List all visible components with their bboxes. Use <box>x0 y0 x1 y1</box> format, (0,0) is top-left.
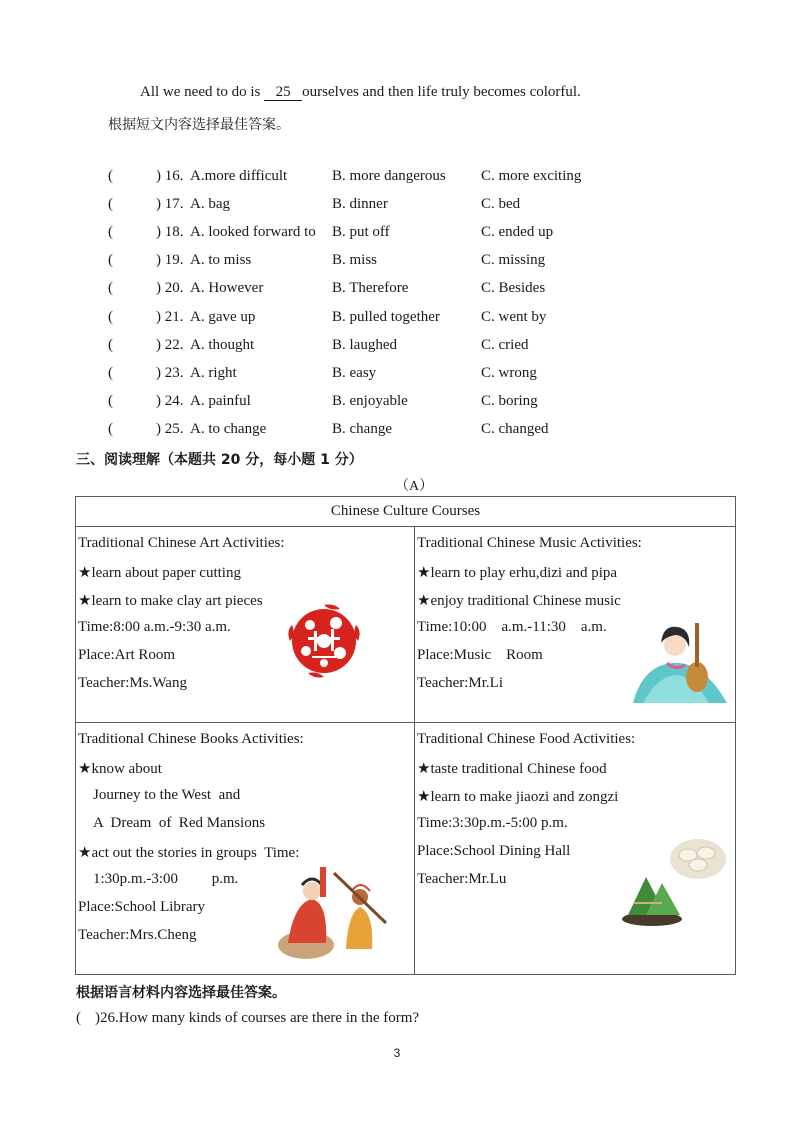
blank-25: 25 <box>264 84 302 101</box>
option-a[interactable]: A. However <box>190 280 264 297</box>
question-26 <box>76 1010 419 1027</box>
art-place: Place:Art Room <box>78 647 176 663</box>
passage-last-line <box>140 84 581 101</box>
question-number: ) 16. <box>156 168 184 184</box>
option-c[interactable]: C. boring <box>481 392 538 409</box>
music-title: Traditional Chinese Music Activities: <box>417 535 642 551</box>
books-item-1: ★know about <box>78 761 162 777</box>
question-number: ) 21. <box>156 308 184 325</box>
journey-characters-image <box>276 863 391 963</box>
question-number: ) 18. <box>156 224 184 241</box>
question-number: ) 22. <box>156 336 184 353</box>
option-b[interactable]: B. Therefore <box>332 280 409 297</box>
question-number: ) 17. <box>156 196 184 213</box>
option-a[interactable]: A. gave up <box>190 308 256 325</box>
answer-paren-open[interactable]: ( <box>108 392 113 409</box>
cloze-question <box>108 365 708 389</box>
books-place: Place:School Library <box>78 899 206 915</box>
answer-paren-open[interactable]: ( <box>108 168 113 184</box>
passage-text-before: All we need to do is <box>140 84 261 100</box>
food-item-1: ★taste traditional Chinese food <box>417 761 607 777</box>
cloze-question <box>108 196 708 220</box>
music-item-1: ★learn to play erhu,dizi and pipa <box>417 565 618 581</box>
answer-paren[interactable]: ( <box>76 1010 81 1026</box>
option-c[interactable]: C. Besides <box>481 280 546 297</box>
option-a[interactable]: A. looked forward to <box>190 224 316 241</box>
option-b[interactable]: B. laughed <box>332 336 397 353</box>
food-cell <box>415 723 736 975</box>
option-a[interactable]: A. right <box>190 364 237 381</box>
food-item-2: ★learn to make jiaozi and zongzi <box>417 789 619 805</box>
answer-paren-open[interactable]: ( <box>108 252 113 269</box>
option-c[interactable]: C. wrong <box>481 364 537 381</box>
books-teacher: Teacher:Mrs.Cheng <box>78 927 197 943</box>
answer-paren-open[interactable]: ( <box>108 224 113 241</box>
art-item-1: ★learn about paper cutting <box>78 565 241 581</box>
art-title: Traditional Chinese Art Activities: <box>78 535 285 551</box>
cloze-instruction: 根据短文内容选择最佳答案。 <box>108 117 290 133</box>
table-title: Chinese Culture Courses <box>76 497 736 527</box>
answer-paren-open[interactable]: ( <box>108 420 113 437</box>
music-cell <box>415 527 736 723</box>
option-b[interactable]: B. easy <box>332 364 377 381</box>
option-c[interactable]: C. ended up <box>481 224 554 241</box>
option-c[interactable]: C. missing <box>481 252 546 269</box>
option-c[interactable]: C. cried <box>481 336 529 353</box>
reading-instruction: 根据语言材料内容选择最佳答案。 <box>76 985 286 1001</box>
option-b[interactable]: B. put off <box>332 224 390 241</box>
option-a[interactable]: A.more difficult <box>190 168 288 184</box>
book-journey-to-the-west: Journey to the West and <box>93 787 241 803</box>
books-item-2: ★act out the stories in groups Time: <box>78 845 300 861</box>
option-c[interactable]: C. changed <box>481 420 549 437</box>
music-place: Place:Music Room <box>417 647 543 663</box>
option-a[interactable]: A. to miss <box>190 252 252 269</box>
answer-paren-open[interactable]: ( <box>108 336 113 353</box>
food-time: Time:3:30p.m.-5:00 p.m. <box>417 815 568 831</box>
option-b[interactable]: B. dinner <box>332 196 388 213</box>
courses-table <box>75 496 736 975</box>
option-a[interactable]: A. bag <box>190 196 230 213</box>
books-cell <box>76 723 415 975</box>
passage-text-after: ourselves and then life truly becomes colorful. <box>302 84 581 100</box>
cloze-question <box>108 337 708 361</box>
books-title: Traditional Chinese Books Activities: <box>78 731 304 747</box>
part-label: （A） <box>395 479 434 494</box>
music-time: Time:10:00 a.m.-11:30 a.m. <box>417 619 607 635</box>
option-b[interactable]: B. enjoyable <box>332 392 408 409</box>
food-place: Place:School Dining Hall <box>417 843 571 859</box>
option-a[interactable]: A. thought <box>190 336 255 353</box>
cloze-question <box>108 421 708 445</box>
option-b[interactable]: B. miss <box>332 252 378 269</box>
answer-paren-open[interactable]: ( <box>108 196 113 213</box>
books-time: 1:30p.m.-3:00 p.m. <box>93 871 239 887</box>
option-a[interactable]: A. painful <box>190 392 251 409</box>
art-item-2: ★learn to make clay art pieces <box>78 593 263 609</box>
art-cell <box>76 527 415 723</box>
question-26-text: )26.How many kinds of courses are there in the form? <box>95 1010 420 1026</box>
option-b[interactable]: B. change <box>332 420 392 437</box>
option-c[interactable]: C. bed <box>481 196 521 213</box>
option-b[interactable]: B. pulled together <box>332 308 440 325</box>
option-c[interactable]: C. more exciting <box>481 168 582 184</box>
food-title: Traditional Chinese Food Activities: <box>417 731 636 747</box>
pipa-player-image <box>623 615 733 705</box>
cloze-question <box>108 393 708 417</box>
zongzi-jiaozi-image <box>620 833 730 928</box>
page-number: 3 <box>393 1046 401 1060</box>
question-number: ) 23. <box>156 364 184 381</box>
paper-cutting-image <box>284 601 364 681</box>
answer-paren-open[interactable]: ( <box>108 364 113 381</box>
food-teacher: Teacher:Mr.Lu <box>417 871 507 887</box>
option-b[interactable]: B. more dangerous <box>332 168 446 184</box>
book-dream-of-red-mansions: A Dream of Red Mansions <box>93 815 266 831</box>
question-number: ) 25. <box>156 420 184 437</box>
cloze-question <box>108 252 708 276</box>
question-number: ) 19. <box>156 252 184 269</box>
answer-paren-open[interactable]: ( <box>108 280 113 297</box>
option-a[interactable]: A. to change <box>190 420 267 437</box>
cloze-question <box>108 224 708 248</box>
answer-paren-open[interactable]: ( <box>108 308 113 325</box>
cloze-question <box>108 168 708 192</box>
cloze-question <box>108 309 708 333</box>
option-c[interactable]: C. went by <box>481 308 547 325</box>
section-heading: 三、阅读理解（本题共 20 分，每小题 1 分） <box>76 452 363 468</box>
art-time: Time:8:00 a.m.-9:30 a.m. <box>78 619 231 635</box>
question-number: ) 24. <box>156 392 184 409</box>
music-item-2: ★enjoy traditional Chinese music <box>417 593 621 609</box>
question-number: ) 20. <box>156 280 184 297</box>
cloze-question <box>108 280 708 304</box>
art-teacher: Teacher:Ms.Wang <box>78 675 187 691</box>
music-teacher: Teacher:Mr.Li <box>417 675 503 691</box>
